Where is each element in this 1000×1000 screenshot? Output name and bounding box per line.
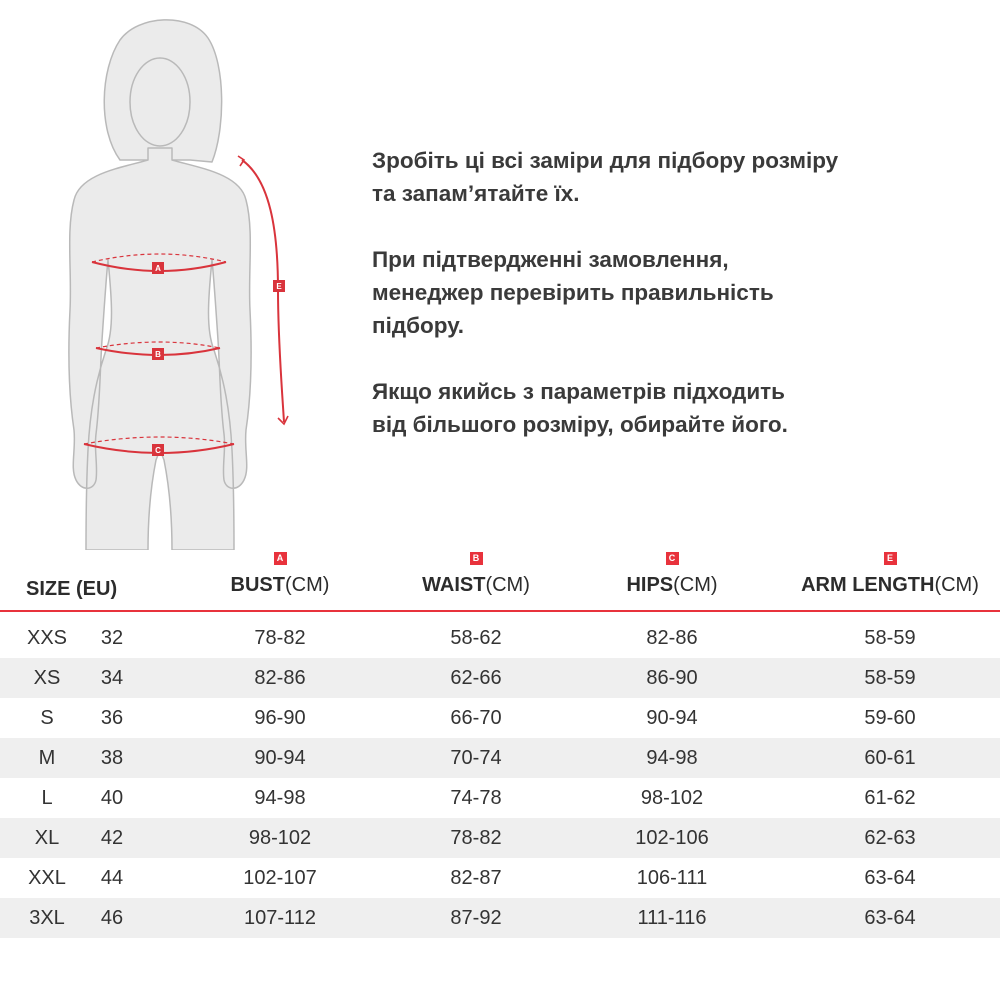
- bust-cell: 78-82: [254, 627, 306, 649]
- hips-cell: 111-116: [637, 907, 707, 929]
- hips-header-unit: (CM): [673, 574, 718, 596]
- waist-cell: 87-92: [450, 907, 502, 929]
- size-cell: XS: [33, 667, 61, 689]
- hips-column-header: [592, 548, 752, 597]
- bust-cell: 102-107: [243, 867, 317, 889]
- eu-size-cell: 40: [100, 787, 124, 809]
- marker-e-label: E: [276, 282, 282, 291]
- eu-size-cell: 32: [100, 627, 124, 649]
- waist-cell: 62-66: [450, 667, 502, 689]
- size-cell: XXS: [26, 627, 68, 649]
- size-cell: L: [41, 787, 53, 809]
- size-cell: M: [38, 747, 56, 769]
- arm-length-cell: 60-61: [864, 747, 916, 769]
- waist-cell: 78-82: [450, 827, 502, 849]
- table-row: [0, 778, 1000, 818]
- waist-cell: 70-74: [450, 747, 502, 769]
- size-column-header: SIZE (EU): [26, 578, 118, 600]
- bust-cell: 90-94: [254, 747, 306, 769]
- instruction-paragraph-3: Якщо якийсь з параметрів підходить від більшого розміру, обирайте його.: [372, 379, 788, 437]
- waist-cell: 58-62: [450, 627, 502, 649]
- waist-header-label: WAIST: [422, 574, 486, 596]
- arm-length-cell: 59-60: [864, 707, 916, 729]
- bust-cell: 96-90: [254, 707, 306, 729]
- eu-size-cell: 44: [100, 867, 124, 889]
- table-row: [0, 818, 1000, 858]
- bust-column-header: [200, 548, 360, 597]
- hips-marker: C: [666, 552, 679, 565]
- hips-cell: 102-106: [635, 827, 709, 849]
- bust-cell: 82-86: [254, 667, 306, 689]
- size-cell: S: [40, 707, 54, 729]
- waist-column-header: [396, 548, 556, 597]
- marker-c-label: C: [155, 446, 161, 455]
- arm-length-header-label: ARM LENGTH: [801, 574, 935, 596]
- table-row: [0, 898, 1000, 938]
- table-row: [0, 698, 1000, 738]
- bust-marker: A: [274, 552, 287, 565]
- instructions-block: [372, 144, 972, 441]
- arm-length-cell: 63-64: [864, 907, 916, 929]
- instruction-paragraph-1: Зробіть ці всі заміри для підбору розміру та запам’ятайте їх.: [372, 148, 839, 206]
- waist-cell: 74-78: [450, 787, 502, 809]
- bust-header-label: BUST: [230, 574, 285, 596]
- bust-header-unit: (CM): [285, 574, 330, 596]
- waist-marker: B: [470, 552, 483, 565]
- hips-cell: 106-111: [636, 867, 708, 889]
- hips-cell: 86-90: [646, 667, 698, 689]
- table-row: [0, 618, 1000, 658]
- eu-size-cell: 46: [100, 907, 124, 929]
- arm-length-cell: 61-62: [864, 787, 916, 809]
- table-row: [0, 738, 1000, 778]
- arm-length-cell: 58-59: [864, 627, 916, 649]
- size-cell: XL: [34, 827, 60, 849]
- hips-cell: 98-102: [640, 787, 704, 809]
- bust-cell: 94-98: [254, 787, 306, 809]
- hips-cell: 94-98: [646, 747, 698, 769]
- bust-cell: 98-102: [248, 827, 312, 849]
- table-row: [0, 858, 1000, 898]
- marker-a-label: A: [155, 264, 161, 273]
- figure-head: [130, 58, 190, 146]
- eu-size-cell: 42: [100, 827, 124, 849]
- waist-cell: 82-87: [450, 867, 502, 889]
- size-cell: XXL: [28, 867, 66, 889]
- size-cell: 3XL: [29, 907, 65, 929]
- eu-size-cell: 34: [100, 667, 124, 689]
- instruction-paragraph-2: При підтвердженні замовлення, менеджер перевірить правильність підбору.: [372, 247, 774, 338]
- arm-length-cell: 63-64: [864, 867, 916, 889]
- arm-length-cell: 58-59: [864, 667, 916, 689]
- table-header: [0, 548, 1000, 610]
- hips-cell: 82-86: [646, 627, 698, 649]
- arm-length-marker: E: [884, 552, 897, 565]
- arm-length-column-header: [782, 548, 998, 597]
- arm-length-header-unit: (CM): [934, 574, 979, 596]
- table-row: [0, 658, 1000, 698]
- bust-cell: 107-112: [244, 907, 316, 929]
- eu-size-cell: 38: [100, 747, 124, 769]
- hips-header-label: HIPS: [626, 574, 674, 596]
- table-body: [0, 618, 1000, 938]
- waist-header-unit: (CM): [485, 574, 530, 596]
- body-measurement-figure: [20, 10, 340, 550]
- size-table: [0, 548, 1000, 938]
- arm-length-cell: 62-63: [864, 827, 916, 849]
- hips-cell: 90-94: [646, 707, 698, 729]
- marker-b-label: B: [155, 350, 161, 359]
- eu-size-cell: 36: [100, 707, 124, 729]
- waist-cell: 66-70: [450, 707, 502, 729]
